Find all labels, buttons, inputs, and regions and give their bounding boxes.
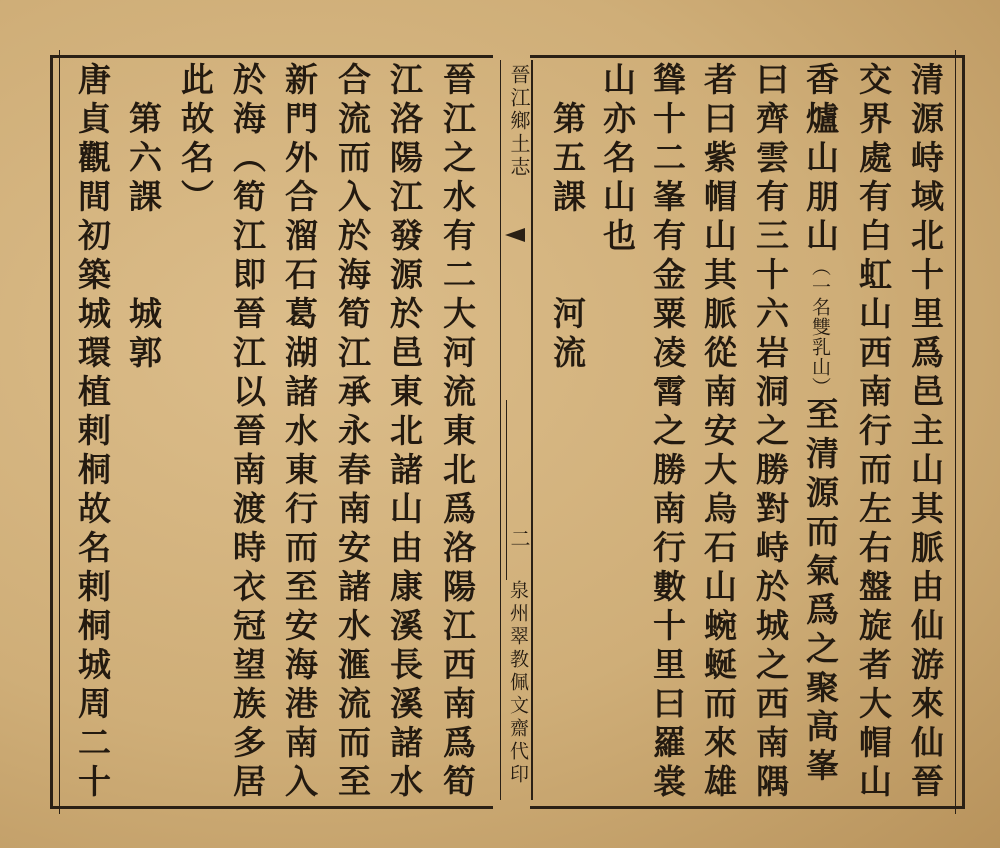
lesson-heading: 第六課 城郭 (124, 62, 163, 374)
text-column: 交界處有白虹山西南行而左右盤旋者大帽山 (854, 62, 893, 803)
divider (506, 400, 507, 580)
book-title: 晉江鄉土志 (507, 64, 531, 179)
text-column: 新門外合溜石葛湖諸水東行而至安海港南入 (280, 62, 319, 803)
text-column: 曰齊雲有三十六岩洞之勝對峙於城之西南隅 (751, 62, 790, 803)
text-column (800, 62, 840, 787)
text-column: 者曰紫帽山其脈從南安大烏石山蜿蜒而來雄 (699, 62, 738, 803)
text-column: 唐貞觀間初築城環植剌桐故名剌桐城周二十 (73, 62, 112, 803)
page-number: 二 (507, 528, 531, 548)
text-column: 山亦名山也 (598, 62, 637, 257)
center-margin (500, 60, 533, 800)
text-column: 清源峙域北十里爲邑主山其脈由仙游來仙晉 (906, 62, 945, 803)
text-column: 晉江之水有二大河流東北爲洛陽江西南爲筍 (438, 62, 477, 803)
text-column: 聳十二峯有金粟凌霄之勝南行數十里曰羅裳 (648, 62, 687, 803)
text-column: 此故名） (176, 62, 215, 218)
text-segment: 香爐山朋山 (801, 62, 840, 257)
printer-imprint: 泉州翠教佩文齋代印 (507, 580, 529, 787)
fishtail-mark-icon (505, 228, 525, 242)
text-column: 於海（筍江即晉江以晉南渡時衣冠望族多居 (228, 62, 267, 803)
text-segment: 至清源而氣爲之聚高峯 (801, 397, 840, 787)
right-page-frame (530, 55, 965, 809)
text-column: 江洛陽江發源於邑東北諸山由康溪長溪諸水 (385, 62, 424, 803)
left-page-frame (50, 55, 493, 809)
lesson-heading: 第五課 河流 (548, 62, 587, 374)
text-column: 合流而入於海筍江承永春南安諸水滙流而至 (333, 62, 372, 803)
annotation-note: （一名雙乳山） (809, 257, 831, 397)
